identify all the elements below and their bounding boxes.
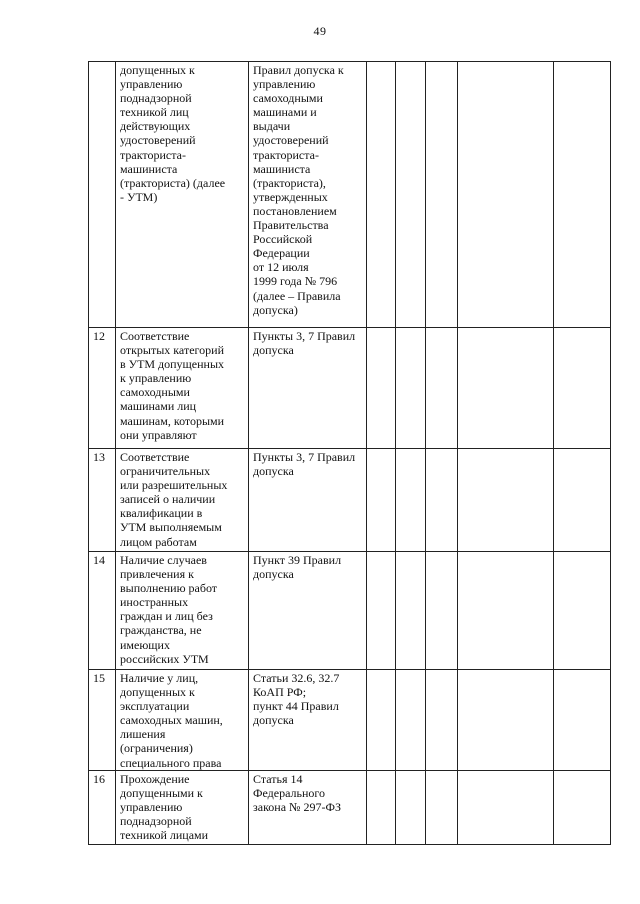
requirement-cell: допущенных к управлению поднадзорной техникой лиц действующих удостоверений тракториста- машиниста (тракториста) (далее - УТМ) — [116, 62, 249, 328]
empty-cell — [554, 328, 611, 449]
empty-cell — [554, 770, 611, 844]
row-number — [89, 62, 116, 328]
legal-basis-cell: Пункты 3, 7 Правил допуска — [249, 449, 367, 552]
empty-cell — [396, 62, 426, 328]
empty-cell — [367, 328, 396, 449]
table-row — [89, 552, 611, 670]
row-number: 12 — [89, 328, 116, 449]
empty-cell — [396, 449, 426, 552]
empty-cell — [367, 62, 396, 328]
empty-cell — [426, 328, 458, 449]
table-row — [89, 670, 611, 771]
empty-cell — [458, 62, 554, 328]
table-row — [89, 328, 611, 449]
requirements-table — [88, 61, 611, 845]
empty-cell — [458, 670, 554, 771]
empty-cell — [367, 449, 396, 552]
empty-cell — [367, 670, 396, 771]
page-number: 49 — [313, 24, 327, 38]
empty-cell — [426, 552, 458, 670]
empty-cell — [396, 328, 426, 449]
requirement-cell: Прохождение допущенными к управлению поднадзорной техникой лицами — [116, 770, 249, 844]
requirement-cell: Наличие у лиц, допущенных к эксплуатации самоходных машин, лишения (ограничения) специального права — [116, 670, 249, 771]
row-number: 15 — [89, 670, 116, 771]
empty-cell — [458, 770, 554, 844]
empty-cell — [458, 449, 554, 552]
legal-basis-cell: Статья 14 Федерального закона № 297-ФЗ — [249, 770, 367, 844]
row-number: 14 — [89, 552, 116, 670]
legal-basis-cell: Пункт 39 Правил допуска — [249, 552, 367, 670]
empty-cell — [426, 670, 458, 771]
legal-basis-cell: Пункты 3, 7 Правил допуска — [249, 328, 367, 449]
empty-cell — [458, 552, 554, 670]
table-row — [89, 770, 611, 844]
requirement-cell: Наличие случаев привлечения к выполнению работ иностранных граждан и лиц без гражданства, не имеющих российских УТМ — [116, 552, 249, 670]
legal-basis-cell: Статьи 32.6, 32.7 КоАП РФ; пункт 44 Правил допуска — [249, 670, 367, 771]
empty-cell — [426, 62, 458, 328]
row-number: 16 — [89, 770, 116, 844]
empty-cell — [458, 328, 554, 449]
empty-cell — [426, 770, 458, 844]
row-number: 13 — [89, 449, 116, 552]
empty-cell — [426, 449, 458, 552]
legal-basis-cell: Правил допуска к управлению самоходными машинами и выдачи удостоверений тракториста- машиниста (тракториста), утвержденных постановлением Правительства Российской Федерации от 12 июля 1999 года № 796 (далее – Правила допуска) — [249, 62, 367, 328]
empty-cell — [367, 552, 396, 670]
empty-cell — [554, 449, 611, 552]
empty-cell — [396, 770, 426, 844]
empty-cell — [554, 552, 611, 670]
empty-cell — [554, 62, 611, 328]
table-row — [89, 449, 611, 552]
table-row — [89, 62, 611, 328]
empty-cell — [367, 770, 396, 844]
empty-cell — [554, 670, 611, 771]
requirement-cell: Соответствие ограничительных или разрешительных записей о наличии квалификации в УТМ выполняемым лицом работам — [116, 449, 249, 552]
requirement-cell: Соответствие открытых категорий в УТМ допущенных к управлению самоходными машинами лиц машинам, которыми они управляют — [116, 328, 249, 449]
empty-cell — [396, 670, 426, 771]
empty-cell — [396, 552, 426, 670]
